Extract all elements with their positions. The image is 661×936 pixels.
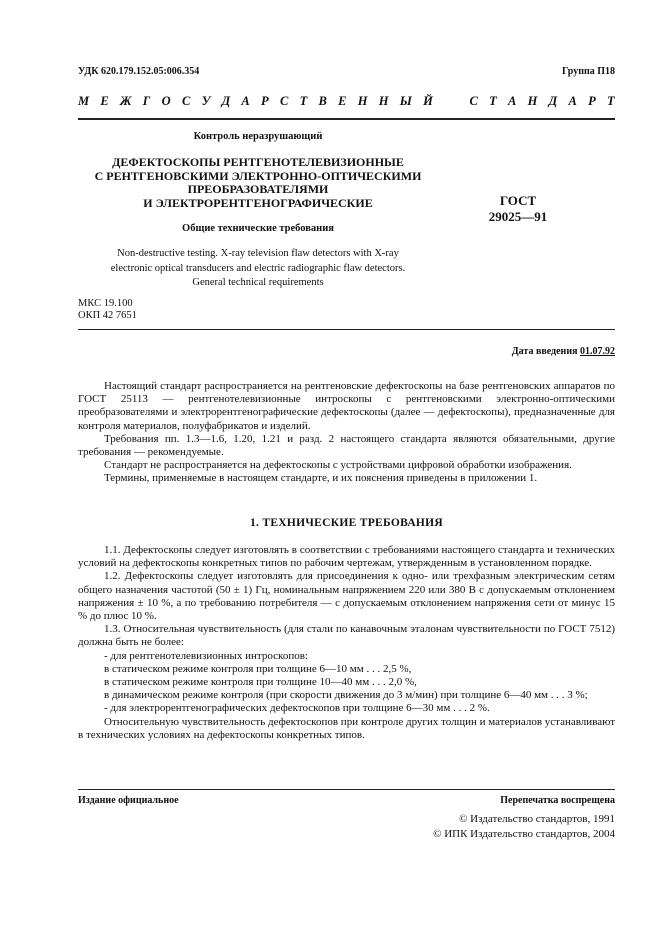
list-item: - для рентгенотелевизионных интроскопов: — [104, 649, 308, 662]
paragraph: 1.3. Относительная чувствительность (для стали по канавочным эталонам чувствительности по ГОСТ 7512) должна быть не более: — [78, 623, 615, 649]
group-code: Группа П18 — [562, 66, 615, 77]
banner-letter: А — [241, 94, 250, 108]
banner-letter: О — [161, 94, 171, 108]
section-text — [78, 544, 615, 742]
mks-code: МКС 19.100 — [78, 298, 133, 309]
gost-designation — [458, 193, 578, 225]
official-edition: Издание официальное — [78, 795, 179, 806]
gost-number: 29025—91 — [488, 209, 548, 224]
banner-letter: Н — [357, 94, 368, 108]
banner-letter: Р — [261, 94, 269, 108]
banner-letter: Т — [299, 94, 308, 108]
category-label: Контроль неразрушающий — [193, 131, 323, 142]
list-item: в динамическом режиме контроля (при скорости движения до 3 м/мин) при толщине 6—40 мм . . . 3 %; — [104, 689, 588, 702]
banner-letter: С — [181, 94, 191, 108]
banner-letter: Е — [100, 94, 109, 108]
document-title — [78, 156, 438, 210]
paragraph: Требования пп. 1.3—1.6, 1.20, 1.21 и разд. 2 настоящего стандарта являются обязательными, другие требования — рекомендуемые. — [78, 432, 615, 459]
paragraph: 1.2. Дефектоскопы следует изготовлять для присоединения к одно- или трехфазным электрическим сетям общего назначения частотой (50 ± 1) Гц, номинальным напряжением 220 или 380 В с допускаемым отклонением напряжения ± 10 %, а по требованию потребителя — с допускаемым отклонением напряжения сети от минус 15 % до плюс 10 %. — [78, 570, 615, 623]
title-rule — [78, 329, 615, 330]
paragraph: Термины, применяемые в настоящем стандарте, и их пояснения приведены в приложении 1. — [104, 472, 538, 485]
title-line: ПРЕОБРАЗОВАТЕЛЯМИ — [187, 182, 329, 196]
okp-code: ОКП 42 7651 — [78, 310, 137, 321]
intro-text — [78, 380, 615, 486]
banner-letter: Н — [527, 94, 538, 108]
banner-rule — [78, 118, 615, 120]
date-label: Дата введения — [511, 346, 578, 357]
list-item: в статическом режиме контроля при толщине 6—10 мм . . . 2,5 %, — [104, 662, 412, 675]
banner-letter: Ы — [399, 94, 412, 108]
standard-banner — [78, 94, 615, 109]
banner-letter: Р — [588, 94, 596, 108]
title-line: С РЕНТГЕНОВСКИМИ ЭЛЕКТРОННО-ОПТИЧЕСКИМИ — [94, 168, 422, 183]
banner-letter: У — [201, 94, 211, 108]
introduction-date — [512, 346, 615, 357]
reprint-notice: Перепечатка воспрещена — [500, 795, 615, 806]
banner-letter: Г — [142, 94, 151, 108]
paragraph: Относительную чувствительность дефектоскопов при контроле других толщин и материалов устанавливают в технических условиях на дефектоскопы конкретных типов. — [78, 715, 615, 741]
classification-codes — [78, 298, 137, 322]
udk-code: УДК 620.179.152.05:006.354 — [78, 66, 200, 77]
list-item: в статическом режиме контроля при толщине 10—40 мм . . . 2,0 %, — [104, 676, 417, 689]
banner-letter: Т — [489, 94, 497, 108]
gost-label: ГОСТ — [499, 193, 537, 208]
banner-letter: В — [318, 94, 327, 108]
banner-letter: Ж — [120, 94, 132, 108]
copyright-line: © ИПК Издательство стандартов, 2004 — [433, 828, 615, 840]
copyright-line: © Издательство стандартов, 1991 — [459, 813, 615, 825]
banner-letter: Н — [378, 94, 389, 108]
banner-letter: С — [279, 94, 289, 108]
paragraph: 1.1. Дефектоскопы следует изготовлять в соответствии с требованиями настоящего стандарта и технических условий на дефектоскопы конкретных типов по рабочим чертежам, утвержденным в установленном порядке. — [78, 544, 615, 570]
title-line: ДЕФЕКТОСКОПЫ РЕНТГЕНОТЕЛЕВИЗИОННЫЕ — [112, 155, 404, 169]
subtitle: Общие технические требования — [182, 223, 334, 234]
banner-letter: А — [508, 94, 517, 108]
banner-letter: Е — [338, 94, 347, 108]
banner-letter: М — [78, 94, 90, 108]
english-title-line: General technical requirements — [192, 277, 324, 288]
banner-letter: Й — [423, 94, 433, 108]
english-title-line: Non-destructive testing. X-ray television flaw detectors with X-ray — [117, 248, 399, 259]
banner-letter: А — [568, 94, 577, 108]
banner-letter: Д — [221, 94, 231, 108]
section-heading: 1. ТЕХНИЧЕСКИЕ ТРЕБОВАНИЯ — [249, 517, 444, 529]
paragraph: Настоящий стандарт распространяется на рентгеновские дефектоскопы на базе рентгеновских аппаратов по ГОСТ 25113 — рентгенотелевизионные интроскопы с рентгеновскими электронно-оптическими преобразователями и электрорентгенографические дефектоскопы (далее — дефектоскопы), предназначенные для контроля материалов, полуфабрикатов и изделий. — [78, 380, 615, 432]
footer-rule — [78, 789, 615, 790]
banner-letter: С — [469, 94, 478, 108]
title-line: И ЭЛЕКТРОРЕНТГЕНОГРАФИЧЕСКИЕ — [143, 195, 373, 210]
list-item: - для электрорентгенографических дефектоскопов при толщине 6—30 мм . . . 2 %. — [104, 702, 490, 715]
paragraph: Стандарт не распространяется на дефектоскопы с устройствами цифровой обработки изображения. — [104, 459, 572, 472]
english-title — [78, 247, 438, 291]
banner-letter: Т — [607, 94, 615, 108]
banner-letter: Д — [548, 94, 558, 108]
english-title-line: electronic optical transducers and electric radiographic flaw detectors. — [110, 262, 406, 274]
copyright-block — [433, 812, 615, 842]
date-value: 01.07.92 — [580, 346, 615, 357]
